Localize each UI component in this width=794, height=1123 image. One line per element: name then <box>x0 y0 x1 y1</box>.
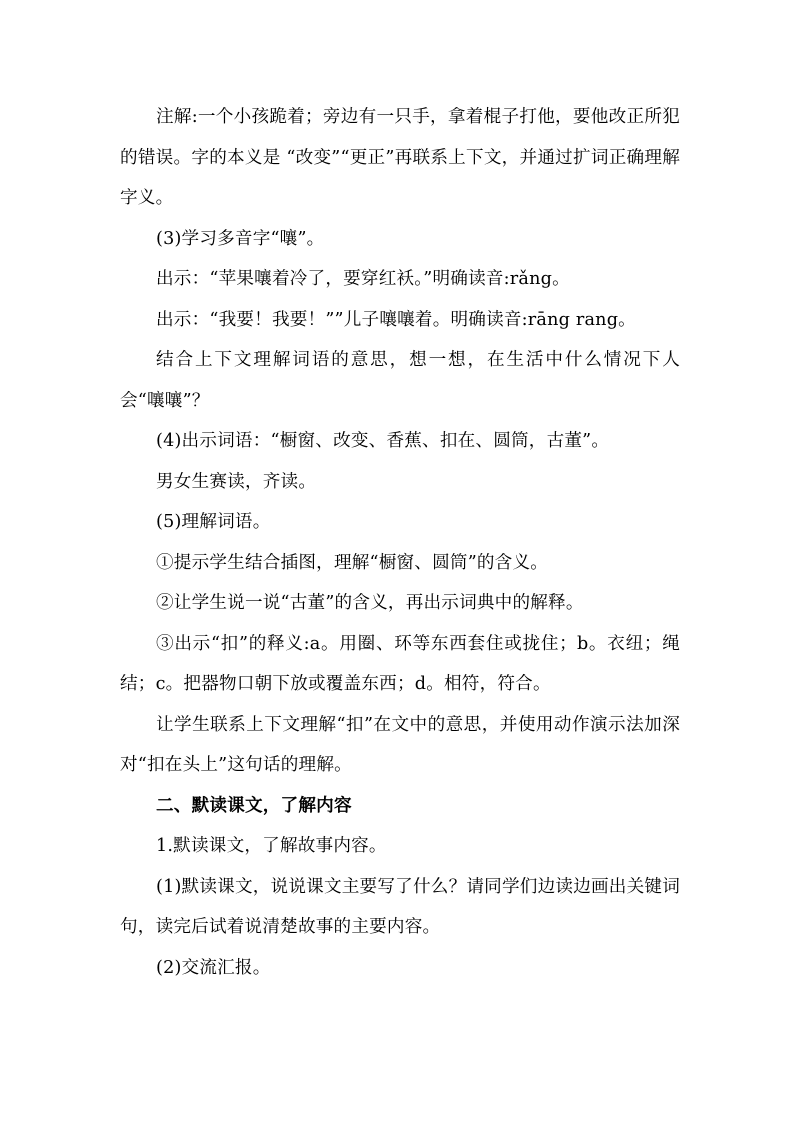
paragraph-report: (2)交流汇报。 <box>156 957 271 978</box>
paragraph-step-2: ②让学生说一说“古董”的含义，再出示词典中的解释。 <box>156 593 584 613</box>
paragraph-word-list: (4)出示词语：“橱窗、改变、香蕉、扣在、圆筒，古董”。 <box>156 431 610 451</box>
paragraph-polyphone-heading: (3)学习多音字“嚷”。 <box>156 228 325 249</box>
paragraph-example-rang1: 出示：“我要！我要！””儿子嚷嚷着。明确读音:rāng rang。 <box>156 309 636 330</box>
paragraph-silent-reading: 1.默读课文，了解故事内容。 <box>156 836 387 856</box>
document-body <box>120 97 680 988</box>
paragraph-understand-words: (5)理解词语。 <box>156 512 271 532</box>
paragraph-reading-task: (1)默读课文，说说课文主要写了什么？请同学们边读边画出关键词句，读完后试着说清楚故事的主要内容。 <box>120 876 680 937</box>
paragraph-annotation: 注解:一个小孩跪着；旁边有一只手，拿着棍子打他，要他改正所犯的错误。字的本义是 “改变”“更正”再联系上下文，并通过扩词正确理解字义。 <box>120 107 680 208</box>
paragraph-context-understanding: 让学生联系上下文理解“扣”在文中的意思，并使用动作演示法加深对“扣在头上”这句话的理解。 <box>120 714 680 775</box>
section-heading: 二、默读课文，了解内容 <box>156 794 352 816</box>
paragraph-step-3: ③出示“扣”的释义:a。用圈、环等东西套住或拢住；b。衣纽；绳结；c。把器物口朝下放或覆盖东西；d。相符，符合。 <box>120 633 680 694</box>
paragraph-context-question: 结合上下文理解词语的意思，想一想，在生活中什么情况下人会“嚷嚷”？ <box>120 350 680 411</box>
paragraph-example-rang3: 出示：“苹果嚷着冷了，要穿红袄。”明确读音:rǎng。 <box>156 269 570 289</box>
paragraph-reading-practice: 男女生赛读，齐读。 <box>156 471 317 492</box>
paragraph-step-1: ①提示学生结合插图，理解“橱窗、圆筒”的含义。 <box>156 552 549 573</box>
